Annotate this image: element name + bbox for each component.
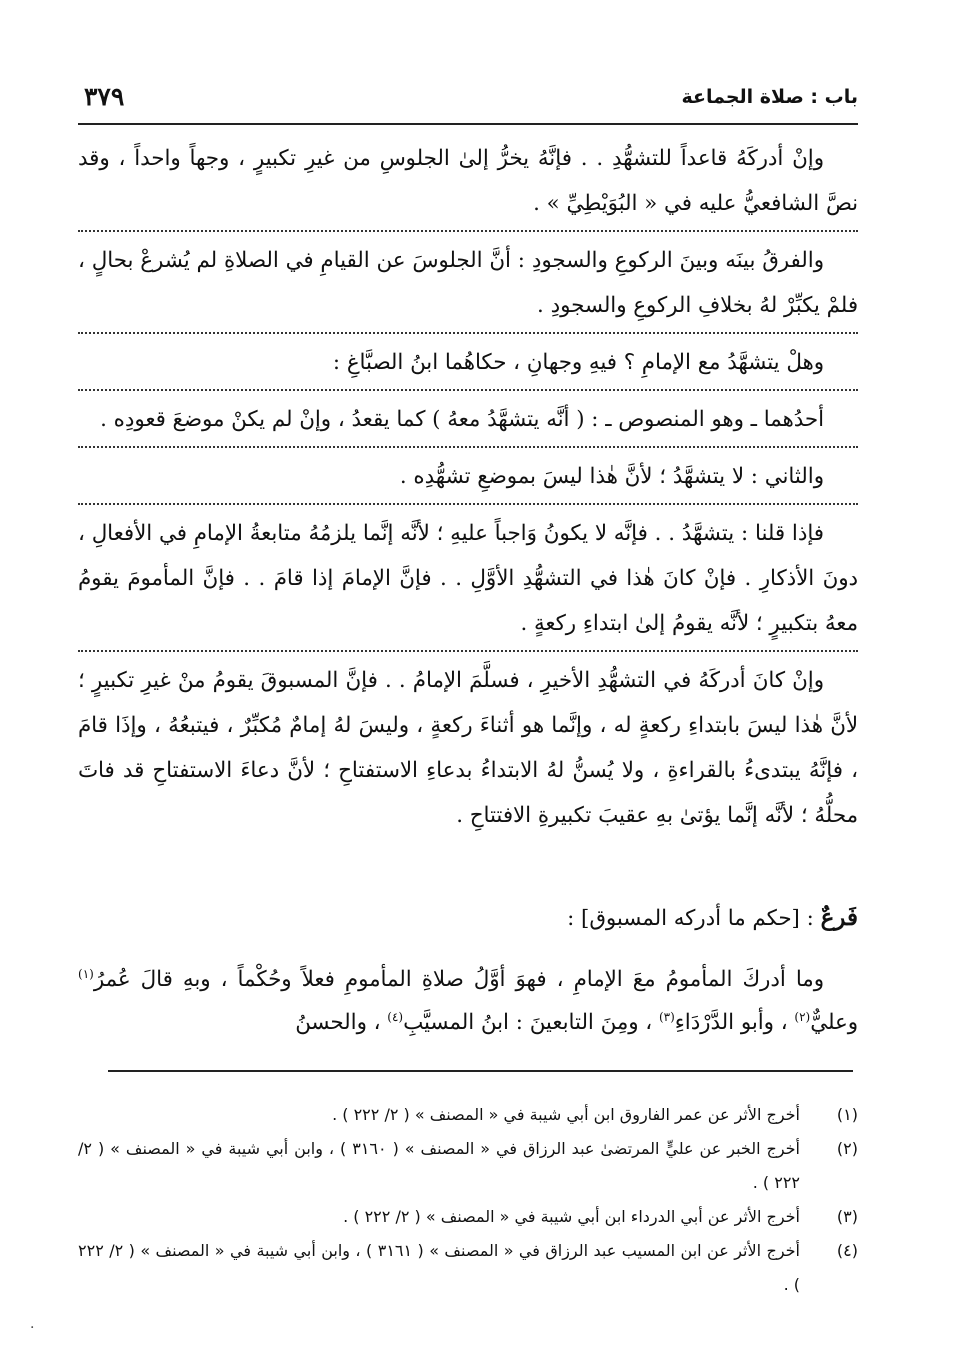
footnote-ref-2[interactable]: (٢) [794,1009,811,1024]
paragraph-3: وهلْ يتشهَّدُ مع الإمامِ ؟ فيهِ وجهانِ ، حكاهُما ابنُ الصبَّاغِ : [78,332,858,385]
paragraph-1: وإنْ أدركَهُ قاعداً للتشهُّدِ . . فإنَّهُ يخرُّ إلىٰ الجلوسِ من غيرِ تكبيرٍ ، وجهاً واحداً ، وقد نصَّ الشافعيُّ عليه في « البُوَيْطِيِّ » . [78,146,858,216]
main-text [78,136,858,842]
footnote-3 [78,1200,858,1234]
paragraph-8 [78,958,858,1044]
paragraph-5: والثاني : لا يتشهَّدُ ؛ لأنَّ هٰذا ليسَ بموضعِ تشهُّدِه . [78,446,858,499]
text-run: وما أدركَ المأمومُ معَ الإمامِ ، فهوَ أوَّلُ صلاةِ المأمومِ فعلاً وحُكْماً ، وبهِ قالَ عُمرُ [93,967,824,992]
text-run: وعليٌّ [810,1010,858,1035]
scan-speck: · [30,1320,35,1336]
far-keyword: فَرعٌ [820,904,858,931]
footnote-4 [78,1234,858,1302]
footnote-ref-1[interactable]: (١) [78,966,94,981]
footnote-1 [78,1098,858,1132]
paragraph-2: والفرقُ بينَه وبينَ الركوعِ والسجودِ : أنَّ الجلوسَ عن القيامِ في الصلاةِ لم يُشرعْ بحالٍ ، فلمْ يكبِّرْ لهُ بخلافِ الركوعِ والسجودِ . [78,230,858,328]
last-paragraph [78,958,858,1044]
footnote-number: (٤) [836,1241,858,1260]
text-run: ، والحسنُ [295,1010,388,1035]
footnote-number: (٣) [836,1207,858,1226]
footnote-text: أخرج الأثر عن ابن المسيب عبد الرزاق في « المصنف » ( ٣١٦١ ) ، وابن أبي شيبة في « المصنف » ( ٢/ ٢٢٢ ) . [78,1241,800,1294]
far-heading [78,904,858,931]
footnote-number: (١) [836,1105,858,1124]
paragraph-4: أحدُهما ـ وهو المنصوص ـ : ( أنَّه يتشهَّدُ معهُ ) كما يقعدُ ، وإنْ لم يكنْ موضعَ قعودِه . [78,389,858,442]
footnote-text: أخرج الخبر عن عليٍّ المرتضىٰ عبد الرزاق في « المصنف » ( ٣١٦٠ ) ، وابن أبي شيبة في « المصنف » ( ٢/ ٢٢٢ ) . [78,1139,800,1192]
page-number: ٣٧٩ [84,82,125,111]
footnote-2 [78,1132,858,1200]
footnote-ref-4[interactable]: (٤) [387,1009,404,1024]
footnote-text: أخرج الأثر عن عمر الفاروق ابن أبي شيبة في « المصنف » ( ٢/ ٢٢٢ ) . [332,1105,800,1124]
far-title: : [حكم ما أدركه المسبوق] : [567,906,814,931]
header-rule [78,123,858,125]
footnote-number: (٢) [836,1139,858,1158]
page-header [78,82,858,122]
footnote-text: أخرج الأثر عن أبي الدرداء ابن أبي شيبة في « المصنف » ( ٢/ ٢٢٢ ) . [343,1207,800,1226]
footnote-rule [108,1070,853,1072]
footnote-ref-3[interactable]: (٣) [658,1009,675,1024]
text-run: ، وأبو الدَّرْدَاءِ [674,1010,795,1035]
footnotes [78,1098,858,1302]
paragraph-6: فإذا قلنا : يتشهَّدُ . . فإنَّه لا يكونُ وَاجباً عليهِ ؛ لأنَّه إنَّما يلزمُهُ متابعةُ الإمامِ في الأفعالِ ، دونَ الأذكارِ . فإنْ كانَ هٰذا في التشهُّدِ الأوَّلِ . . فإنَّ الإمامَ إذا قامَ . . فإنَّ المأمومَ يقومُ معهُ بتكبيرٍ ؛ لأنَّه يقومُ إلىٰ ابتداءِ ركعةٍ . [78,503,858,646]
text-run: ، ومِنَ التابعينَ : ابنُ المسيَّبِ [403,1010,659,1035]
chapter-title: باب : صلاة الجماعة [681,86,858,108]
paragraph-7: وإنْ كانَ أدركَهُ في التشهُّدِ الأخيرِ ، فسلَّمَ الإمامُ . . فإنَّ المسبوقَ يقومُ منْ غيرِ تكبيرٍ ؛ لأنَّ هٰذا ليسَ بابتداءِ ركعةٍ له ، وإنَّما هو أثناءَ ركعةٍ ، وليسَ لهُ إمامٌ مُكبِّرٌ ، فيتبعُهُ ، وإذَا قامَ ، فإنَّهُ يبتدىءُ بالقراءةِ ، ولا يُسنُّ لهُ الابتداءُ بدعاءِ الاستفتاحِ ؛ لأنَّ دعاءَ الاستفتاحِ قد فاتَ محلُّهُ ؛ لأنَّه إنَّما يؤتىٰ بهِ عقيبَ تكبيرةِ الافتتاحِ . [78,650,858,838]
